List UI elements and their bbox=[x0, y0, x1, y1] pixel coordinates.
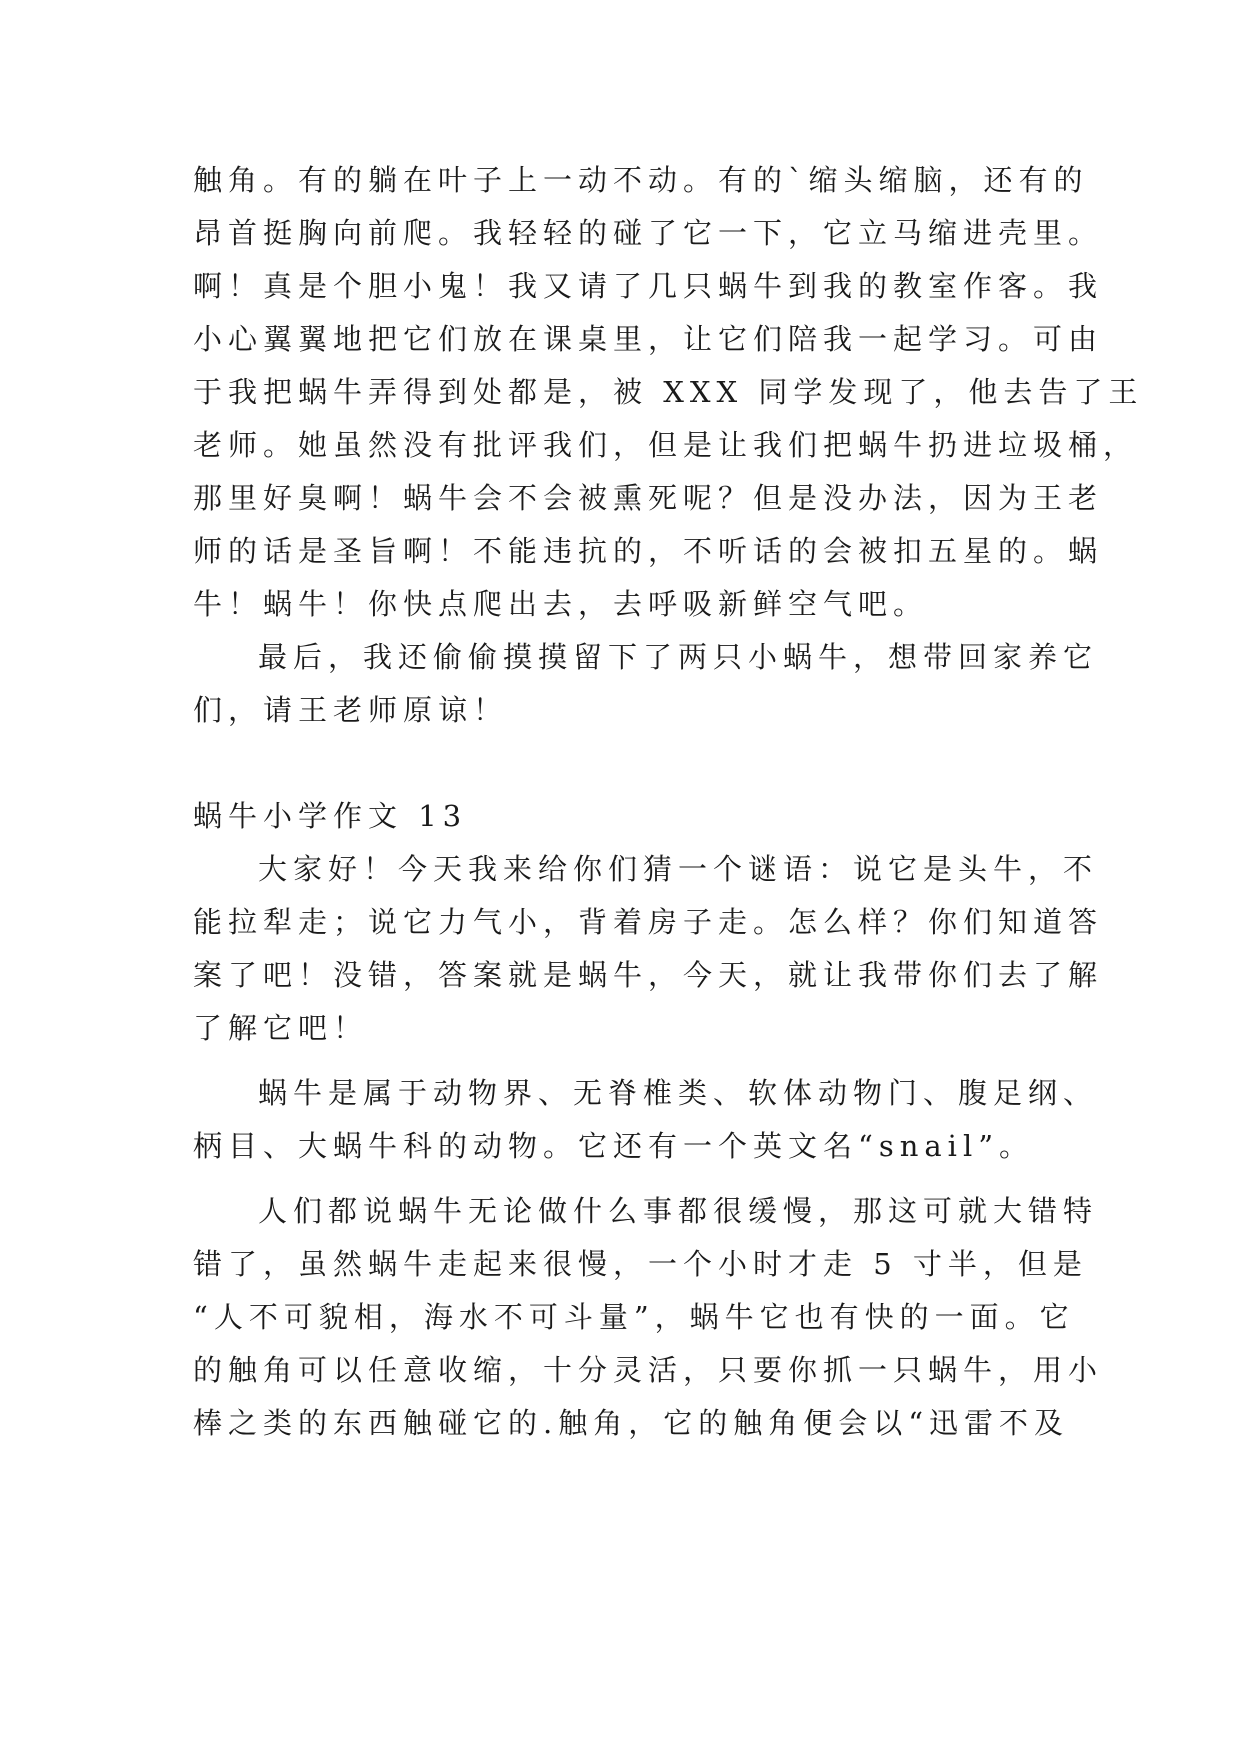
text-line: 昂首挺胸向前爬。我轻轻的碰了它一下，它立马缩进壳里。 bbox=[193, 216, 1104, 250]
text-line: 触角。有的躺在叶子上一动不动。有的`缩头缩脑，还有的 bbox=[193, 163, 1089, 197]
text-line: 于我把蜗牛弄得到处都是，被 XXX 同学发现了，他去告了王 bbox=[193, 375, 1144, 409]
text-line: 错了，虽然蜗牛走起来很慢，一个小时才走 5 寸半，但是 bbox=[193, 1247, 1088, 1281]
text-line: 那里好臭啊！蜗牛会不会被熏死呢？但是没办法，因为王老 bbox=[193, 481, 1104, 515]
text-line: 能拉犁走；说它力气小，背着房子走。怎么样？你们知道答 bbox=[193, 905, 1104, 939]
text-line: 最后，我还偷偷摸摸留下了两只小蜗牛，想带回家养它 bbox=[258, 640, 1099, 674]
text-line: “人不可貌相，海水不可斗量”，蜗牛它也有快的一面。它 bbox=[193, 1300, 1075, 1334]
text-line: 的触角可以任意收缩，十分灵活，只要你抓一只蜗牛，用小 bbox=[193, 1353, 1104, 1387]
text-line: 人们都说蜗牛无论做什么事都很缓慢，那这可就大错特 bbox=[258, 1194, 1099, 1228]
text-line: 了解它吧！ bbox=[193, 1011, 369, 1045]
text-line: 蜗牛是属于动物界、无脊椎类、软体动物门、腹足纲、 bbox=[258, 1076, 1099, 1110]
text-line: 大家好！今天我来给你们猜一个谜语：说它是头牛，不 bbox=[258, 852, 1099, 886]
section-heading: 蜗牛小学作文 13 bbox=[193, 799, 468, 833]
text-line: 牛！蜗牛！你快点爬出去，去呼吸新鲜空气吧。 bbox=[193, 587, 929, 621]
text-line: 啊！真是个胆小鬼！我又请了几只蜗牛到我的教室作客。我 bbox=[193, 269, 1104, 303]
text-line: 案了吧！没错，答案就是蜗牛，今天，就让我带你们去了解 bbox=[193, 958, 1104, 992]
text-line: 师的话是圣旨啊！不能违抗的，不听话的会被扣五星的。蜗 bbox=[193, 534, 1104, 568]
text-line: 小心翼翼地把它们放在课桌里，让它们陪我一起学习。可由 bbox=[193, 322, 1104, 356]
text-line: 棒之类的东西触碰它的.触角，它的触角便会以“迅雷不及 bbox=[193, 1406, 1070, 1440]
text-line: 老师。她虽然没有批评我们，但是让我们把蜗牛扔进垃圾桶， bbox=[193, 428, 1139, 462]
text-line: 们，请王老师原谅！ bbox=[193, 693, 509, 727]
text-line: 柄目、大蜗牛科的动物。它还有一个英文名“snail”。 bbox=[193, 1129, 1035, 1163]
